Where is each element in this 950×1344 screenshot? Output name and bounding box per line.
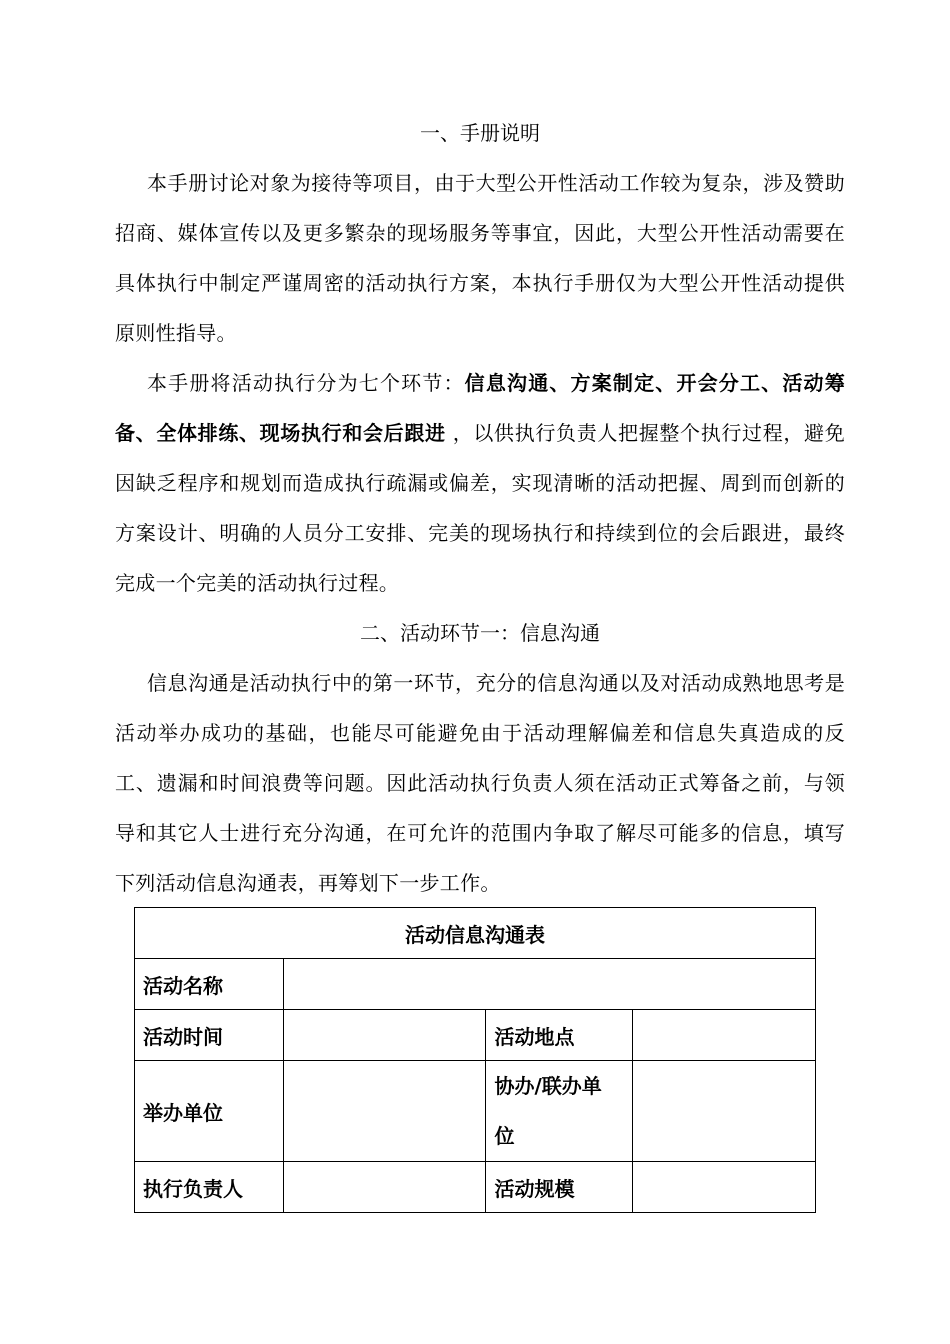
executive-lead-field[interactable]	[283, 1162, 486, 1213]
section-2-paragraph-1: 信息沟通是活动执行中的第一环节，充分的信息沟通以及对活动成熟地思考是活动举办成功的基础，也能尽可能避免由于活动理解偏差和信息失真造成的反工、遗漏和时间浪费等问题。因此活动执行负责人须在活动正式筹备之前，与领导和其它人士进行充分沟通，在可允许的范围内争取了解尽可能多的信息，填写下列活动信息沟通表，再筹划下一步工作。	[115, 671, 845, 895]
co-organizer-label	[486, 1061, 633, 1162]
executive-lead-label: 执行负责人	[135, 1162, 284, 1213]
organizer-label: 举办单位	[135, 1061, 284, 1162]
paragraph-2-stages: 信息沟通、方案制定、开会分工、活动筹备、全体排练、现场执行和会后跟进	[115, 371, 845, 445]
activity-time-label: 活动时间	[135, 1010, 284, 1061]
activity-scale-label: 活动规模	[486, 1162, 633, 1213]
activity-time-field[interactable]	[283, 1010, 486, 1061]
co-organizer-label-line-1: 协办/联办单	[494, 1074, 602, 1098]
section-1-paragraph-1: 本手册讨论对象为接待等项目，由于大型公开性活动工作较为复杂，涉及赞助招商、媒体宣传以及更多繁杂的现场服务等事宜，因此，大型公开性活动需要在具体执行中制定严谨周密的活动执行方案，本执行手册仅为大型公开性活动提供原则性指导。	[115, 171, 845, 345]
activity-name-label: 活动名称	[135, 959, 284, 1010]
table-row	[135, 1162, 816, 1213]
section-1-paragraph-2	[115, 358, 845, 608]
activity-name-field[interactable]	[283, 959, 815, 1010]
table-row	[135, 959, 816, 1010]
table-row	[135, 1061, 816, 1162]
organizer-field[interactable]	[283, 1061, 486, 1162]
co-organizer-field[interactable]	[633, 1061, 816, 1162]
paragraph-2-intro: 本手册将活动执行分为七个环节：	[147, 371, 465, 395]
table-title: 活动信息沟通表	[135, 908, 816, 959]
activity-info-table	[134, 907, 816, 1213]
table-title-row	[135, 908, 816, 959]
activity-place-field[interactable]	[633, 1010, 816, 1061]
co-organizer-label-line-2: 位	[494, 1124, 515, 1148]
activity-scale-field[interactable]	[633, 1162, 816, 1213]
document-body	[115, 108, 845, 908]
section-2-heading: 二、活动环节一：信息沟通	[360, 621, 600, 645]
activity-place-label: 活动地点	[486, 1010, 633, 1061]
table-row	[135, 1010, 816, 1061]
section-1-heading: 一、手册说明	[420, 121, 540, 145]
paragraph-2-rest: ，以供执行负责人把握整个执行过程，避免因缺乏程序和规划而造成执行疏漏或偏差，实现清晰的活动把握、周到而创新的方案设计、明确的人员分工安排、完美的现场执行和持续到位的会后跟进，最终完成一个完美的活动执行过程。	[115, 421, 845, 595]
